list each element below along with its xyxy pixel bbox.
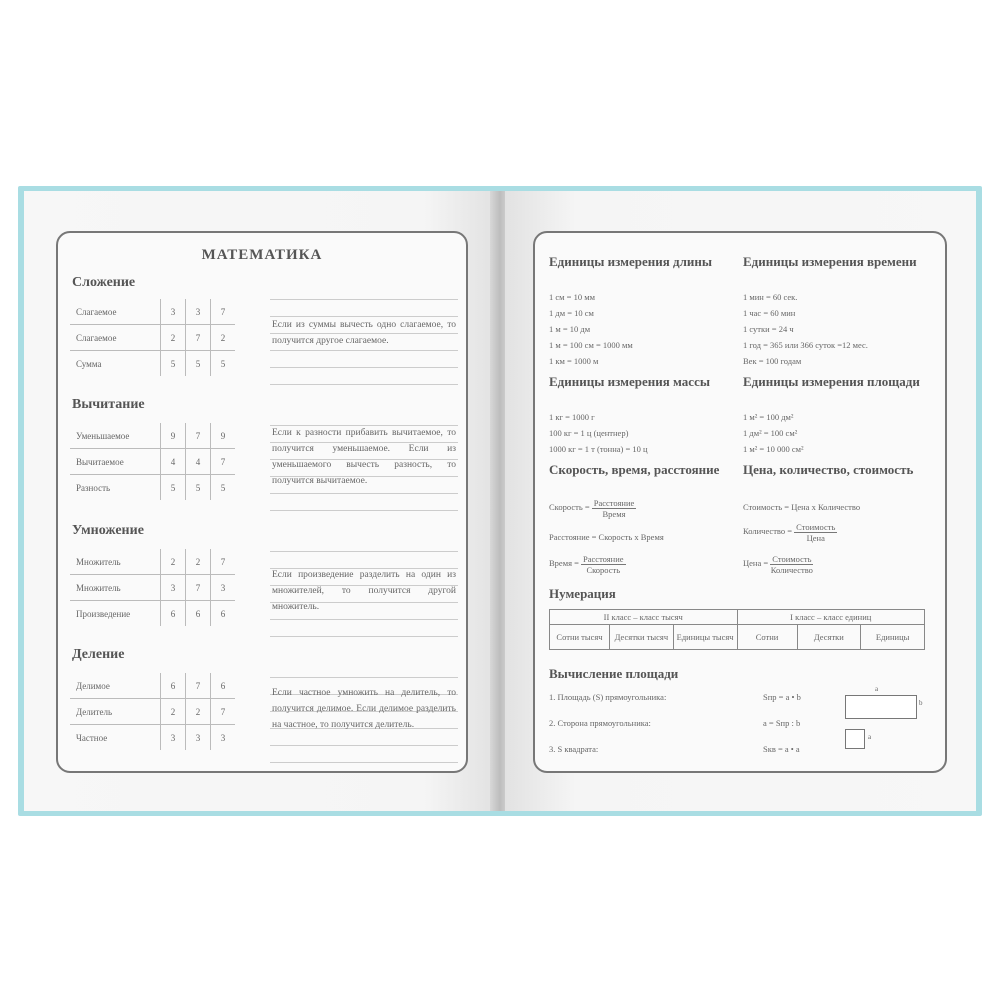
fraction (592, 498, 637, 519)
cell: 7 (186, 423, 211, 449)
cell: 3 (211, 575, 236, 601)
left-page (24, 191, 495, 811)
time-item: 1 мин = 60 сек. (743, 292, 798, 302)
right-page (505, 191, 976, 811)
row-label: Делимое (70, 673, 161, 699)
cell: 5 (220, 482, 226, 493)
square-diagram (845, 729, 865, 749)
cell: 4 (186, 449, 211, 475)
row-label: Уменьшаемое (70, 423, 161, 449)
cell: 7 (211, 299, 236, 325)
speed-title: Скорость, время, расстояние (549, 462, 720, 477)
table-row (70, 673, 235, 699)
col-hundreds: Сотни (737, 625, 797, 650)
notebook-spread (24, 191, 976, 811)
row-label: Сумма (70, 351, 161, 377)
row-label: Частное (70, 725, 161, 751)
rule-text-subtraction: Если к разности прибавить вычитаемое, то получится уменьшаемое. Если из уменьшаемого вычесть разность, то получится вычитаемое. (272, 428, 456, 486)
numeration-table (549, 609, 925, 650)
cell: 5 (161, 351, 186, 377)
table-row (70, 449, 235, 475)
cell: 3 (161, 299, 186, 325)
cell: 3 (220, 732, 226, 743)
row-label: Слагаемое (70, 299, 161, 325)
area-calc-label: 1. Площадь (S) прямоугольника: (549, 692, 667, 702)
row-label: Множитель (70, 575, 161, 601)
area-item: 1 м² = 100 дм² (743, 412, 794, 422)
fraction (770, 554, 813, 575)
cell: 3 (161, 575, 186, 601)
multiplication-table (70, 549, 235, 626)
section-heading-subtraction: Вычитание (72, 397, 145, 412)
cell: 3 (186, 299, 211, 325)
fraction (581, 554, 626, 575)
time-item: 1 сутки = 24 ч (743, 324, 794, 334)
reference-frame (533, 231, 947, 773)
cell: 6 (220, 608, 226, 619)
formula-left: Скорость = (549, 502, 590, 512)
denominator: Время (602, 508, 626, 519)
cost-formula: Стоимость = Цена x Количество (743, 502, 861, 512)
row-label: Разность (70, 475, 161, 501)
col-hundred-thousands: Сотни тысяч (550, 625, 610, 650)
cell: 6 (161, 601, 186, 627)
cell: 7 (186, 673, 211, 699)
mass-item: 1 кг = 1000 г (549, 412, 595, 422)
cell: 7 (211, 549, 236, 575)
addition-table (70, 299, 235, 376)
table-row (70, 699, 235, 725)
cell: 2 (186, 699, 211, 725)
page-title: МАТЕМАТИКА (201, 247, 323, 263)
denominator: Скорость (586, 564, 621, 575)
cell: 5 (186, 351, 211, 377)
col-ten-thousands: Десятки тысяч (610, 625, 674, 650)
cell: 5 (186, 475, 211, 501)
length-item: 1 м = 100 см = 1000 мм (549, 340, 633, 350)
square-side-a: a (868, 733, 872, 741)
class-thousands: II класс – класс тысяч (550, 610, 738, 625)
section-heading-multiplication: Умножение (72, 523, 144, 538)
cell: 2 (161, 549, 186, 575)
class-units: I класс – класс единиц (737, 610, 925, 625)
distance-formula: Расстояние = Скорость x Время (549, 532, 664, 542)
table-row (70, 351, 235, 377)
cell: 9 (161, 423, 186, 449)
formula-left: Цена = (743, 558, 769, 568)
cell: 6 (161, 673, 186, 699)
time-item: 1 час = 60 мин (743, 308, 796, 318)
cell: 9 (211, 423, 236, 449)
table-row (70, 725, 235, 751)
table-row (550, 625, 925, 650)
area-calc-label: 3. S квадрата: (549, 744, 599, 754)
mass-item: 1000 кг = 1 т (тонна) = 10 ц (549, 444, 648, 454)
fraction (794, 522, 837, 543)
time-item: Век = 100 годам (743, 356, 802, 366)
rule-text-addition: Если из суммы вычесть одно слагаемое, то получится другое слагаемое. (272, 320, 456, 346)
speed-formula (549, 495, 636, 519)
area-item: 1 дм² = 100 см² (743, 428, 798, 438)
cell: 7 (211, 699, 236, 725)
row-label: Слагаемое (70, 325, 161, 351)
formula-left: Количество = (743, 526, 793, 536)
subtraction-table (70, 423, 235, 500)
cell: 4 (161, 449, 186, 475)
table-row (70, 475, 235, 501)
numeration-title: Нумерация (549, 586, 616, 601)
price-title: Цена, количество, стоимость (743, 462, 914, 477)
division-table (70, 673, 235, 750)
rect-side-a: a (875, 685, 879, 693)
col-tens: Десятки (797, 625, 861, 650)
numerator: Расстояние (583, 553, 624, 564)
table-row (70, 325, 235, 351)
cell: 3 (186, 725, 211, 751)
cell: 3 (161, 725, 186, 751)
mass-title: Единицы измерения массы (549, 374, 710, 389)
formula-left: Время = (549, 558, 579, 568)
section-heading-division: Деление (72, 647, 125, 662)
numerator: Расстояние (593, 497, 635, 508)
time-title: Единицы измерения времени (743, 254, 917, 269)
time-formula (549, 551, 626, 575)
cell: 7 (186, 575, 211, 601)
table-row (550, 610, 925, 625)
numerator: Стоимость (772, 553, 812, 564)
denominator: Количество (770, 564, 813, 575)
table-row (70, 423, 235, 449)
rule-text-multiplication: Если произведение разделить на один из множителей, то получится другой множитель. (272, 570, 456, 612)
area-calc-formula: Sкв = a • a (763, 744, 800, 754)
row-label: Произведение (70, 601, 161, 627)
cell: 6 (211, 673, 236, 699)
row-label: Множитель (70, 549, 161, 575)
mass-item: 100 кг = 1 ц (центнер) (549, 428, 629, 438)
col-thousands: Единицы тысяч (673, 625, 737, 650)
area-item: 1 м² = 10 000 см² (743, 444, 804, 454)
table-row (70, 575, 235, 601)
length-item: 1 см = 10 мм (549, 292, 595, 302)
math-frame (56, 231, 468, 773)
cell: 5 (220, 358, 226, 369)
cell: 6 (186, 601, 211, 627)
price-formula (743, 551, 813, 575)
length-item: 1 м = 10 дм (549, 324, 591, 334)
row-label: Вычитаемое (70, 449, 161, 475)
cell: 7 (186, 325, 211, 351)
row-label: Делитель (70, 699, 161, 725)
area-calc-title: Вычисление площади (549, 666, 679, 681)
cell: 5 (161, 475, 186, 501)
area-calc-formula: a = Sпр : b (763, 718, 801, 728)
length-title: Единицы измерения длины (549, 254, 713, 269)
table-row (70, 299, 235, 325)
area-calc-label: 2. Сторона прямоугольника: (549, 718, 651, 728)
section-heading-addition: Сложение (72, 275, 136, 290)
length-item: 1 дм = 10 см (549, 308, 594, 318)
quantity-formula (743, 519, 837, 543)
area-calc-formula: Sпр = a • b (763, 692, 801, 702)
cell: 2 (161, 699, 186, 725)
cell: 2 (186, 549, 211, 575)
table-row (70, 549, 235, 575)
rect-side-b: b (919, 699, 923, 707)
numerator: Стоимость (796, 521, 836, 532)
rule-text-division: Если частное умножить на делитель, то получится делимое. Если делимое разделить на частное, то получится делитель. (272, 688, 456, 730)
cell: 2 (161, 325, 186, 351)
rectangle-diagram (845, 695, 917, 719)
cell: 7 (211, 449, 236, 475)
denominator: Цена (806, 532, 825, 543)
area-units-title: Единицы измерения площади (743, 374, 920, 389)
col-units: Единицы (861, 625, 925, 650)
cell: 2 (211, 325, 236, 351)
table-row (70, 601, 235, 627)
length-item: 1 км = 1000 м (549, 356, 599, 366)
time-item: 1 год = 365 или 366 суток =12 мес. (743, 340, 868, 350)
